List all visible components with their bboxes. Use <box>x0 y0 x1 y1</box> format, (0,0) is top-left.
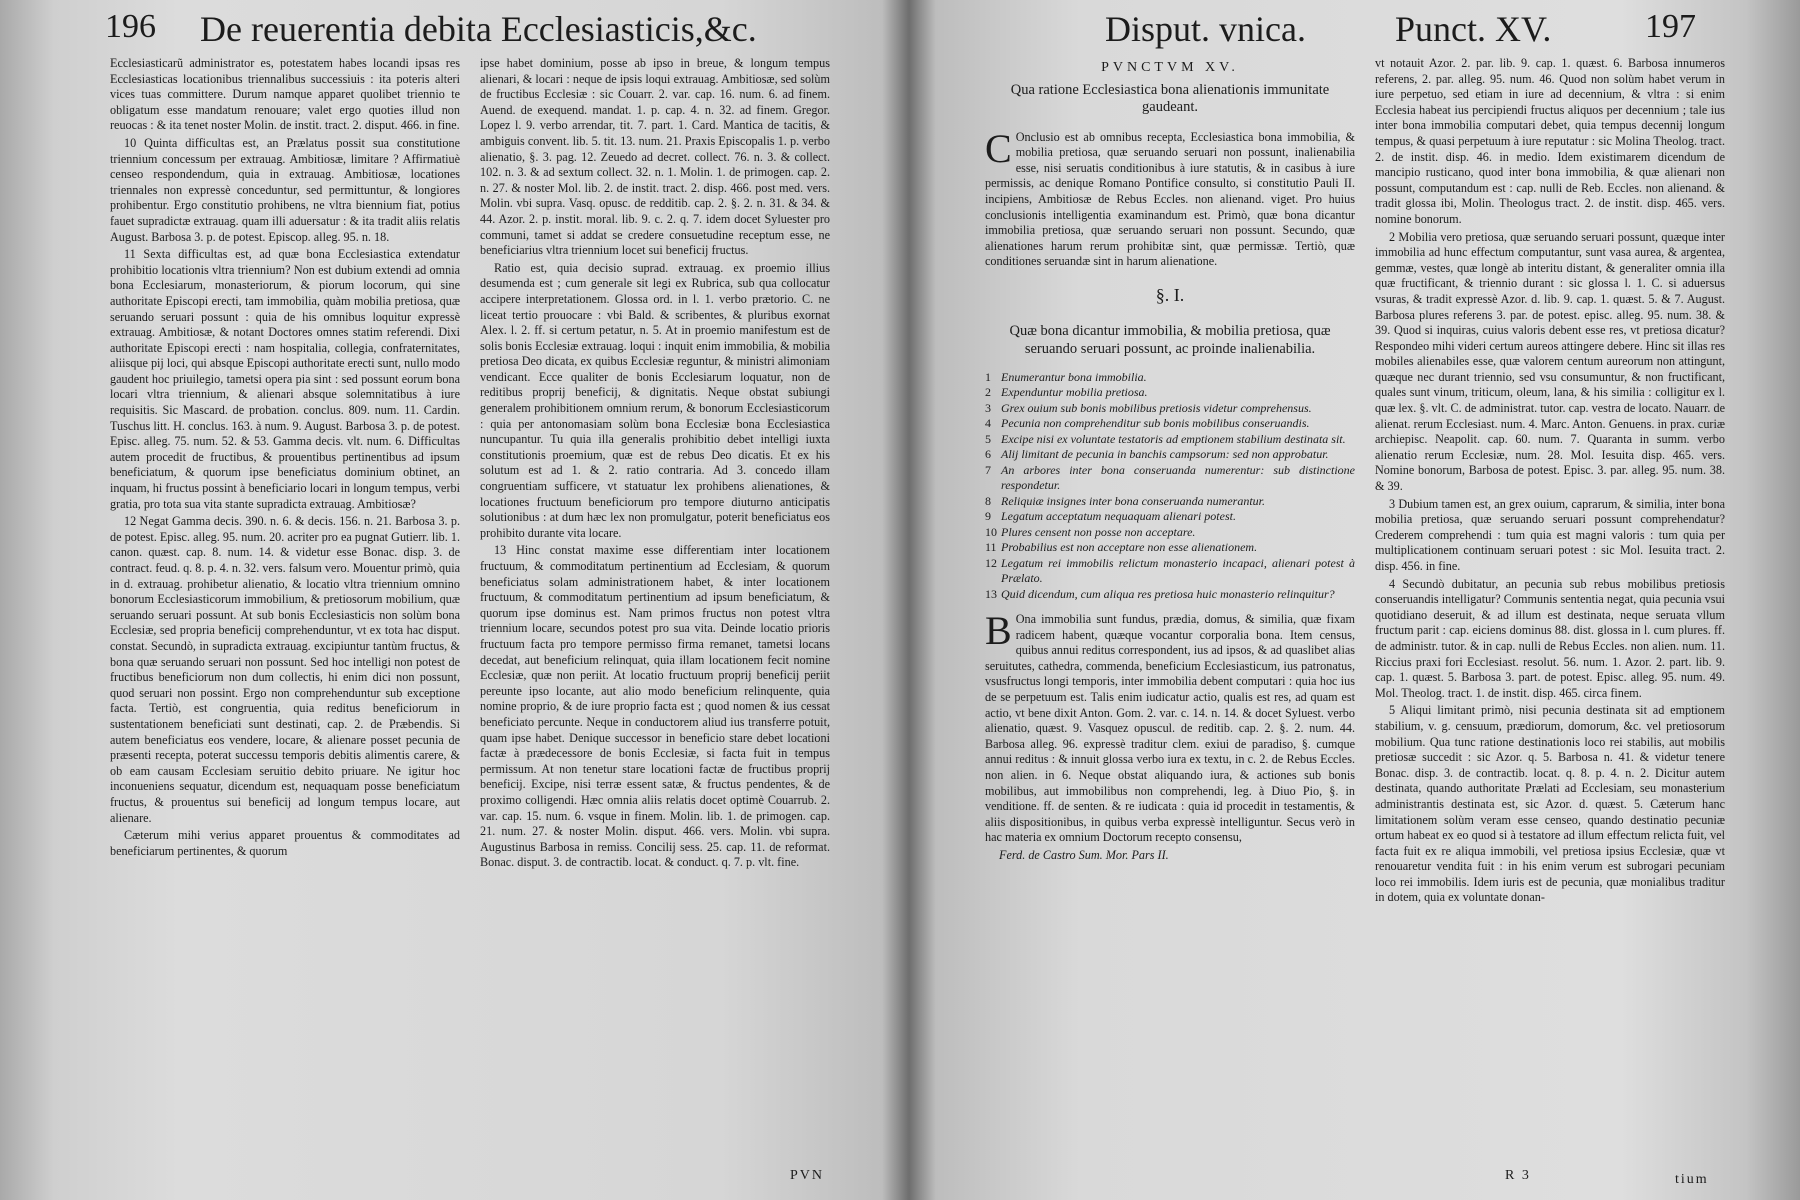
section-title: Quæ bona dicantur immobilia, & mobilia pretiosa, quæ seruando seruari possunt, ac proinde inalienabilia. <box>1009 322 1331 357</box>
paragraph: 11 Sexta difficultas est, ad quæ bona Ecclesiastica extendatur prohibitio locationis vltra triennium? Non est dubium extendi ad omnia bona Ecclesiarum, monasteriorum, & piorum locorum, qui sine authoritate Episcopi erecti, tam immobilia, quàm mobilia pretiosa, quæ seruando seruari possunt : quia de his omnibus loquitur expressè extrauag. Ambitiosæ, & notant Doctores omnes statim referendi. Dixi authoritate Episcopi erecti : nam hospitalia, collegia, confraternitates, aliisque pij loci, qui absque Episcopi authoritate erecti sunt, nullo modo gaudent hoc priuilegio, tametsi opera pia sint : sed possunt eorum bona locari vltra triennium, & alienari absque solemnitatibus à iure requisitis. Sic Mascard. de probation. conclus. 809. num. 11. Cardin. Tuschus litt. H. conclus. 163. à num. 9. August. Barbosa 3. p. de potest. Episc. alleg. 75. num. 52. & 53. Gamma decis. vlt. num. 6. Difficultas autem procedit de fructibus, & prouentibus pertinentibus ad ipsum beneficiatum, & quorum ipse beneficiatus dominium obtinet, an inquam, hi fructus possint à beneficiario locari in longum tempus, verbi gratia, pro tota sua vita stante supradicta extrauag. Ambitiosæ? <box>110 247 460 511</box>
main-text: Ona immobilia sunt fundus, prædia, domus, & similia, quæ fixam radicem habent, quæque vocantur corporalia bona. Item census, quibus annui reditus correspondent, ius ad ipsos, & ad quaslibet alias seruitutes, cathedra, commenda, beneficium Ecclesiasticum, ius patronatus, vsusfructus longi temporis, inter immobilia debent computari : quia hoc ius de se perpetuum est. Talis enim iudicatur actio, qualis est res, ad quam est actio, vt bene dixit Anton. Gom. 2. var. c. 14. n. 14. & docet Syluest. verbo alienatio, quæst. 9. Vasquez opuscul. de reditib. cap. 2. §. 2. num. 44. Barbosa alleg. 96. expressè traditur clem. exiui de paradiso, §. cumque annui reditus : & innuit glossa verbo iura ex textu, in c. 2. de Rebus Eccles. non alien. in 6. Neque obstat aliquando iura, & actiones sub bonis mobilibus, aut immobilibus non comprehendi, leg. à Diuo Pio, §. in venditione. ff. de senten. & re iudicata : quia id procedit in testamentis, & aliis dispositionibus, in quibus verba expressè intelliguntur. Secus verò in hac materia ex omnium Doctorum recepto consensu, <box>985 612 1355 845</box>
paragraph: 12 Negat Gamma decis. 390. n. 6. & decis. 156. n. 21. Barbosa 3. p. de potest. Episc. alleg. 95. num. 20. acriter pro ea pugnat Gutierr. lib. 1. canon. quæst. cap. 8. num. 14. & videtur esse Bonac. disp. 3. de contract. feud. q. 8. p. 4. n. 32. vers. falsum vero. Mouentur primò, quia in d. extrauag. prohibetur alienatio, & locatio vltra triennium omnino bonorum Ecclesiasticorum immobilium, & pretiosorum mobilium, quæ seruando seruari possunt. At sub bonis Ecclesiasticis non solùm bona Ecclesiæ, sed propria beneficij comprehenduntur, vt ex tota hac disput. constat. Secundò, in supradicta extrauag. excipiuntur tantùm fructus, & bona quæ seruando seruari non possunt. Sed hoc intelligi non potest de fructibus beneficiorum non dum collectis, hi enim dici non possunt, quod seruari non possint. Ergo non comprehenduntur sub exceptione facta. Tertiò, est congruentia, quia reditus beneficiorum in sustentationem beneficiati sunt destinati, cap. 2. de Præbendis. Si autem beneficiatus eos vendere, locare, & alienare posset pecunia de præsenti recepta, poterat successu temporis debitis alimentis carere, & ob eam causam Ecclesiam seruitio debito priuare. Ne igitur hoc inconueniens sequatur, dicendum est, nequaquam posse beneficiatum fructus, & prouentus sui beneficij ad longum tempus locare, aut alienare. <box>110 514 460 825</box>
paragraph: 13 Hinc constat maxime esse differentiam inter locationem fructuum, & commoditatum pertinentium ad Ecclesiam, & quorum beneficiatus solam administrationem habet, & inter locationem fructuum, & commoditatum pertinentium ad ipsum beneficiatum, & quorum ipse dominus est. Nam primos fructus non potest vltra triennium locare, secundos potest pro sua vita. Deinde locatio prioris fructuum facta pro tempore permisso firma remanet, tametsi locans decedat, aut beneficium relinquat, quia illam locationem fecit nomine Ecclesiæ, quæ non periit. At locatio fructuum proprij beneficij periit pereunte ipso locante, aut alio modo beneficium relinquente, quia nomine proprio, & de iure proprio facta est ; quod nomen & ius cessat beneficiato percunte. Neque in conductorem aliud ius transferre potuit, quam ipse habet. Denique successor in beneficio stare debet locationi factæ à prædecessore de bonis Ecclesiæ, si facta fuit in tempus permissum. At non tenetur stare locationi factæ de fructibus proprij beneficij. Excipe, nisi terræ essent satæ, & fructus pendentes, & de proximo colligendi. Hæc omnia aliis relatis docet optimè Couarrub. 2. var. cap. 15. num. 6. vsque in finem. Molin. lib. 1. de primogen. cap. 21. num. 27. & noster Molin. disput. 466. vers. Molin. vbi supra. Augustinus Barbosa in remiss. Concilij sess. 25. cap. 11. de reformat. Bonac. disput. 3. de contractib. locat. & conduct. q. 7. p. vlt. fine. <box>480 543 830 870</box>
list-item: 7 An arbores inter bona conseruanda numerentur: sub distinctione respondetur. <box>985 462 1355 493</box>
paragraph: vt notauit Azor. 2. par. lib. 9. cap. 1. quæst. 6. Barbosa innumeros referens, 2. par. alleg. 95. num. 46. Quod non solùm habet verum in iure perpetuo, sed etiam in iure ad decennium, & vltra : si enim Ecclesia habeat ius percipiendi fructus aliquos per decennium ; tale ius inter bona immobilia computari debet, quia tempus decennij longum tempus, & quasi perpetuum à iure reputatur : sic Molina Theolog. tract. 2. de instit. disp. 46. in medio. Idem existimarem dicendum de mancipio rusticano, quod inter bona immobilia, & quæ alienari non possunt, computandum est : cap. nulli de Reb. Eccles. non alienand. & tradit glossa ibi, Molin. Theologus tract. 2. de instit. disp. 465. vers. nomine bonorum. <box>1375 56 1725 226</box>
left-column-1 <box>110 56 460 1156</box>
paragraph: 5 Aliqui limitant primò, nisi pecunia destinata sit ad emptionem stabilium, v. g. censuum, prædiorum, domorum, &c. vel pretiosorum mobilium. Qua tunc ratione destinationis loco rei stabilis, aut mobilis pretiosæ succedit : sic Azor. q. 5. Barbosa n. 41. & videtur tenere Bonac. disp. 3. de contractib. locat. q. 8. p. 4. n. 2. Dicitur autem destinata, quando authoritate Prælati ad Ecclesiam, seu monasterium administrantis destinata est, sic Azor. d. quæst. 5. Cæterum hanc limitationem solùm veram esse censeo, quando destinatio pecuniæ ortum habeat ex eo quod si à testatore ad illum effectum relicta fuit, vel facta fuit ex re aliqua immobili, vel pretiosa ipsius Ecclesiæ, quæ vt renouaretur vendita fuit : in his enim verum est subrogari pecuniam loco rei immobilis. Idem iuris est de pecunia, quæ monialibus traditur in dotem, quia ex voluntate donan- <box>1375 703 1725 905</box>
signature-mark: R 3 <box>1505 1168 1531 1183</box>
left-page-number: 196 <box>105 8 156 45</box>
list-item: 13 Quid dicendum, cum aliqua res pretiosa huic monasterio relinquitur? <box>985 586 1335 601</box>
right-running-left: Disput. vnica. <box>1105 9 1306 49</box>
left-page <box>0 0 895 1200</box>
list-item: 12 Legatum rei immobilis relictum monasterio incapaci, alienari potest à Prælato. <box>985 555 1355 586</box>
right-running-right: Punct. XV. <box>1395 9 1552 49</box>
list-item: 5 Excipe nisi ex voluntate testatoris ad emptionem stabilium destinata sit. <box>985 431 1346 446</box>
section-heading: §. I. <box>1155 284 1185 305</box>
paragraph: 2 Mobilia vero pretiosa, quæ seruando seruari possunt, quæque inter immobilia ad hunc effectum computantur, sunt vasa aurea, & argentea, gemmæ, vestes, quæ longè ab interitu distant, & generaliter omnia illa quæ fructificant, & triennio durant : sic glossa l. 1. C. si aduersus vsuras, & tradit expressè Azor. d. lib. 9. cap. 1. quæst. 5. & 7. August. Barbosa plures referens 3. par. de potest. episc. alleg. 95. num. 38. & 39. Quod si inquiras, cuius valoris debent esse res, vt pretiosa dicatur? Respondeo mihi videri certum aureos attingere debere. Hinc sit illas res mobiles alienabiles esse, quæ valorem centum aureorum non attingunt, quæque nec durant triennio, sed vsu consumuntur, & non fructificant, quales sunt vinum, triticum, oleum, lana, & his similia : colligitur ex l. quæ lex. §. vlt. C. de administrat. tutor. cap. vestra de locato. Nauarr. de alienat. rerum Ecclesiast. num. 4. Marc. Anton. Genuens. in prax. curiæ archiepisc. Neapolit. cap. 60. num. 7. Quaranta in summ. verbo alienatio rerum Ecclesiæ, num. 28. Mol. Iesuita disp. 465. vers. Nomine bonorum, Barbosa de potest. Episc. 3. par. alleg. 95. num. 38. & 39. <box>1375 229 1725 494</box>
list-item: 11 Probabilius est non acceptare non esse alienationem. <box>985 540 1258 555</box>
list-item: 1 Enumerantur bona immobilia. <box>985 369 1147 384</box>
right-column-2 <box>1375 56 1725 1156</box>
paragraph: 3 Dubium tamen est, an grex ouium, caprarum, & similia, inter bona mobilia pretiosa, quæ seruando seruari possunt comprehendatur? Crederem comprehendi : tum quia est magni valoris : tum quia per multiplicationem continuam seruari potest : sic Mol. Iesuita tract. 2. disp. 456. in fine. <box>1375 496 1725 573</box>
paragraph: ipse habet dominium, posse ab ipso in breue, & longum tempus alienari, & locari : neque de ipsis loqui extrauag. Ambitiosæ, sed solùm de fructibus Ecclesiæ : sic Couarr. 2. var. cap. 16. num. 6. ad finem. Auend. de exequend. mandat. 1. p. cap. 4. n. 32. ad finem. Gregor. Lopez l. 9. verbo arrendar, tit. 7. part. 1. Card. Mantica de tacitis, & ambiguis convent. lib. 5. tit. 13. num. 21. Praxis Episcopalis 1. p. verbo alienatio, §. 3. pag. 12. Zeuedo ad decret. collect. 76. n. 3. & collect. 102. n. 3. & ad sextum collect. 32. n. 1. Molin. 1. de primogen. cap. 2. n. 27. & noster Mol. lib. 2. de instit. tract. 2. disp. 466. post med. vers. Molin. vbi supra. Vasq. opusc. de redditib. cap. 2. §. 2. n. 31. & 34. & 44. Azor. 2. p. instit. moral. lib. 9. c. 2. q. 7. idem docet Syluester pro communi, tamet si addat se credere consuetudine receptum esse, ne beneficiarius vltra triennium locet sui beneficij fructus. <box>480 56 830 258</box>
punctum-subtitle: Qua ratione Ecclesiastica bona alienationis immunitate gaudeant. <box>1010 81 1330 115</box>
intro-paragraph <box>985 125 1355 270</box>
left-running-title: De reuerentia debita Ecclesiasticis,&c. <box>200 9 757 49</box>
list-item: 4 Pecunia non comprehenditur sub bonis mobilibus conseruandis. <box>985 416 1310 431</box>
drop-cap: C <box>985 125 1012 171</box>
right-page-number: 197 <box>1645 8 1696 45</box>
paragraph: 10 Quinta difficultas est, an Prælatus possit sua constitutione triennium concessum per extrauag. Ambitiosæ, limitare ? Affirmatiuè censeo respondendum, quia in extrauag. Ambitiosæ, locationes triennales non expressè conceduntur, sed permittuntur, & longiores prohibentur. Ergo constitutio prohibens, ne vltra biennium fiat, potius fauet supradictæ extrauag. quam illi aduersatur : & ita tradit aliis relatis August. Barbosa 3. p. de potest. Episcop. alleg. 95. n. 18. <box>110 135 460 244</box>
list-item: 6 Alij limitant de pecunia in banchis campsorum: sed non approbatur. <box>985 447 1329 462</box>
list-item: 2 Expenduntur mobilia pretiosa. <box>985 385 1148 400</box>
drop-cap: B <box>985 608 1012 654</box>
paragraph: Ratio est, quia decisio suprad. extrauag. ex proemio illius desumenda est ; cum generale sit legi ex Rubrica, sub qua collocatur accipere interpretationem. Glossa ord. in l. 1. verbo prætorio. C. ne liceat tertio prouocare : vbi Bald. & scribentes, & pluribus exornat Alex. l. 2. ff. si certum petatur, n. 5. At in proemio manifestum est de solis bonis Ecclesiæ extrauag. loqui : inquit enim immobilia, & mobilia pretiosa Deo dicata, ex quibus Ecclesiæ reguntur, & ministri alimoniam vendicant. Ecce qualiter de bonis Ecclesiarum loquatur, non de reditibus proprij beneficij, & dignitatis. Neque obstat subiungi generalem prohibitionem omnium rerum, & bonorum Ecclesiasticorum : quia per antonomasiam solùm bona Ecclesiæ bona Ecclesiastica nuncupantur. Tu quia illa generalis prohibitio debet intelligi iuxta constitutionis proemium, quæ est de rebus Deo dicatis. Et ex his solutum est ad 1. & 2. ratio contraria. Ad 3. concedo illam congruentiam sufficere, vt statuatur lex prohibens alienationes, & locationes fructuum beneficiorum pro tempore diuturno anticipatis solutionibus : at dum hæc lex non promulgatur, poterit beneficiatus eos prohibito durante vita locare. <box>480 260 830 540</box>
intro-text: Onclusio est ab omnibus recepta, Ecclesiastica bona immobilia, & mobilia pretiosa, quæ seruando seruari non possunt, inalienabilia esse, nisi seruatis conditionibus à iure statutis, & in casibus à iure permissis, ac denique Romano Pontifice consulto, si constitutio Pauli II. incipiens, Ambitiosæ de Rebus Eccles. non alienand. viget. Pro huius conclusionis intelligentia examinandum est. Primò, quæ bona dicantur immobilia pretiosa, quæ seruando seruari non possunt. Secundo, quæ alienationes harum rerum prohibitæ sint, quæ permissæ. Tertiò, quæ conditiones seruandæ sint in harum alienatione. <box>985 129 1355 269</box>
main-paragraph <box>985 608 1355 846</box>
list-item: 9 Legatum acceptatum nequaquam alienari potest. <box>985 509 1236 524</box>
right-catchword: tium <box>1675 1172 1709 1187</box>
paragraph: Cæterum mihi verius apparet prouentus & commoditates ad beneficiarum pertinentes, & quorum <box>110 828 460 858</box>
right-page <box>905 0 1800 1200</box>
list-item: 10 Plures censent non posse non acceptare. <box>985 524 1196 539</box>
punctum-heading: PVNCTVM XV. <box>1101 60 1239 75</box>
signature-line: Ferd. de Castro Sum. Mor. Pars II. <box>999 847 1169 862</box>
list-item: 8 Reliquiæ insignes inter bona conseruanda numerantur. <box>985 493 1265 508</box>
paragraph: 4 Secundò dubitatur, an pecunia sub rebus mobilibus pretiosis conseruandis intelligatur? Communis sententia negat, quia pecunia vsui quotidiano deseruit, & ad illum est destinata, neque seruata vllum fructum parit : cap. eiciens dominus 88. dist. glossa in l. cum plures. ff. de administr. tutor. & in cap. nulli de Rebus Eccles. non alien. num. 11. Riccius praxi fori Ecclesiast. resolut. 56. num. 1. Azor. 2. part. lib. 9. cap. 1. quæst. 5. Barbosa 3. part. de potest. Episc. alleg. 95. num. 49. Mol. Theolog. tract. 1. de instit. disp. 465. circa finem. <box>1375 576 1725 700</box>
summary-list <box>985 370 1355 603</box>
left-catchword: PVN <box>790 1168 825 1183</box>
left-column-2 <box>480 56 830 1146</box>
right-column-1 <box>985 56 1355 1171</box>
paragraph: Ecclesiasticarũ administrator es, potestatem habes locandi ipsas res Ecclesiasticas locationibus triennalibus successiuis : ita poteris alteri vices tuas committere. Durum namque apparet quolibet triennio te obligatum esse mandatum renouare; valet ergo quoties illud non reuocas : & ita tenet noster Molin. de instit. tract. 2. disput. 466. in fine. <box>110 56 460 133</box>
list-item: 3 Grex ouium sub bonis mobilibus pretiosis videtur comprehensus. <box>985 400 1312 415</box>
